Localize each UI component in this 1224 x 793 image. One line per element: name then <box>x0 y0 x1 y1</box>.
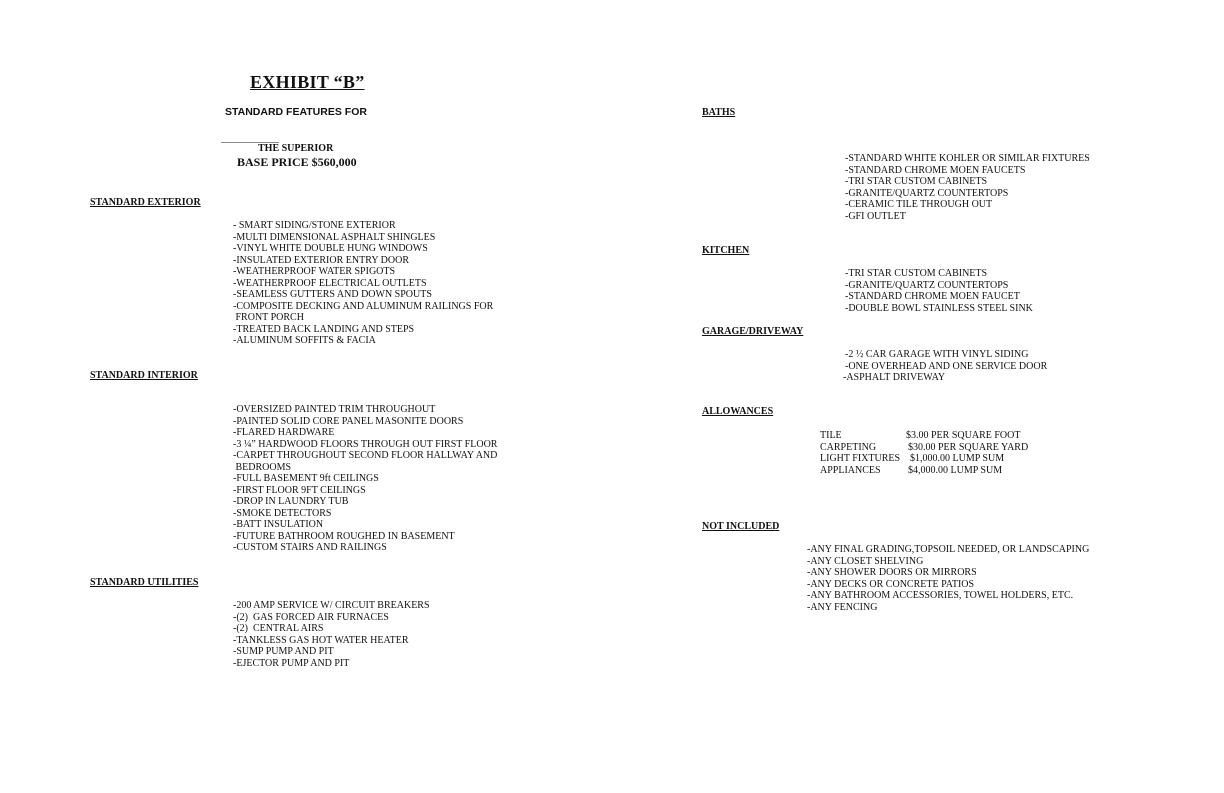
list-item: -STANDARD WHITE KOHLER OR SIMILAR FIXTURES <box>845 153 1090 164</box>
utilities-list <box>233 600 430 669</box>
utilities-heading: STANDARD UTILITIES <box>90 577 199 588</box>
baths-list <box>845 153 1090 222</box>
list-item: -WEATHERPROOF WATER SPIGOTS <box>233 266 396 277</box>
document-subtitle: STANDARD FEATURES FOR <box>225 106 367 118</box>
baths-heading: BATHS <box>702 107 736 118</box>
list-item: -TRI STAR CUSTOM CABINETS <box>845 268 988 279</box>
list-item: -CARPET THROUGHOUT SECOND FLOOR HALLWAY AND <box>233 450 498 461</box>
list-item: -200 AMP SERVICE W/ CIRCUIT BREAKERS <box>233 600 430 611</box>
list-item: -(2) CENTRAL AIRS <box>233 623 324 634</box>
exterior-heading: STANDARD EXTERIOR <box>90 197 201 208</box>
allowance-row <box>820 430 1050 442</box>
list-item: -2 ½ CAR GARAGE WITH VINYL SIDING <box>845 349 1029 360</box>
list-item: -(2) GAS FORCED AIR FURNACES <box>233 611 389 623</box>
list-item: -CERAMIC TILE THROUGH OUT <box>845 199 993 210</box>
interior-heading: STANDARD INTERIOR <box>90 370 198 381</box>
list-item: -TRI STAR CUSTOM CABINETS <box>845 176 988 187</box>
list-item: -ANY BATHROOM ACCESSORIES, TOWEL HOLDERS, ETC. <box>807 590 1074 601</box>
list-item: -WEATHERPROOF ELECTRICAL OUTLETS <box>233 277 427 289</box>
list-item: -GRANITE/QUARTZ COUNTERTOPS <box>845 187 1009 199</box>
list-item: -EJECTOR PUMP AND PIT <box>233 657 350 669</box>
allowance-name: LIGHT FIXTURES <box>820 453 901 464</box>
not-included-list <box>807 544 1089 613</box>
allowance-value: $1,000.00 LUMP SUM <box>910 453 1005 464</box>
list-item: -ALUMINUM SOFFITS & FACIA <box>233 335 376 346</box>
list-item: -STANDARD CHROME MOEN FAUCET <box>845 291 1020 302</box>
document-title: EXHIBIT “B” <box>250 72 365 92</box>
list-item: -ANY FINAL GRADING,TOPSOIL NEEDED, OR LANDSCAPING <box>807 544 1090 555</box>
kitchen-heading: KITCHEN <box>702 245 750 256</box>
list-item: -ANY SHOWER DOORS OR MIRRORS <box>807 567 977 578</box>
list-item: -ASPHALT DRIVEWAY <box>843 372 946 383</box>
list-item: -ANY FENCING <box>807 601 878 613</box>
list-item: -PAINTED SOLID CORE PANEL MASONITE DOORS <box>233 415 464 427</box>
allowances-heading: ALLOWANCES <box>702 406 774 417</box>
list-item: -COMPOSITE DECKING AND ALUMINUM RAILINGS FOR <box>233 300 494 312</box>
list-item: -TANKLESS GAS HOT WATER HEATER <box>233 634 409 646</box>
list-item: BEDROOMS <box>233 461 292 473</box>
list-item: -INSULATED EXTERIOR ENTRY DOOR <box>233 254 410 266</box>
list-item: -ANY CLOSET SHELVING <box>807 555 924 567</box>
list-item: -DOUBLE BOWL STAINLESS STEEL SINK <box>845 302 1033 314</box>
allowance-name: CARPETING <box>820 441 877 453</box>
base-price: BASE PRICE $560,000 <box>237 155 357 169</box>
list-item: -CUSTOM STAIRS AND RAILINGS <box>233 542 387 553</box>
allowance-row <box>820 442 1050 454</box>
allowance-value: $3.00 PER SQUARE FOOT <box>906 430 1021 441</box>
list-item: -TREATED BACK LANDING AND STEPS <box>233 323 415 335</box>
list-item: -FIRST FLOOR 9FT CEILINGS <box>233 484 366 496</box>
list-item: -MULTI DIMENSIONAL ASPHALT SHINGLES <box>233 231 436 243</box>
list-item: -SMOKE DETECTORS <box>233 507 332 519</box>
list-item: -FLARED HARDWARE <box>233 427 335 438</box>
not-included-heading: NOT INCLUDED <box>702 521 780 532</box>
model-name: THE SUPERIOR <box>258 143 334 154</box>
allowance-name: TILE <box>820 430 842 441</box>
list-item: - SMART SIDING/STONE EXTERIOR <box>233 220 396 231</box>
list-item: -FULL BASEMENT 9ft CEILINGS <box>233 473 379 484</box>
list-item: -DROP IN LAUNDRY TUB <box>233 496 349 507</box>
list-item: -SEAMLESS GUTTERS AND DOWN SPOUTS <box>233 289 432 300</box>
list-item: -FUTURE BATHROOM ROUGHED IN BASEMENT <box>233 530 455 542</box>
list-item: -STANDARD CHROME MOEN FAUCETS <box>845 164 1026 176</box>
list-item: FRONT PORCH <box>233 312 304 323</box>
list-item: -GRANITE/QUARTZ COUNTERTOPS <box>845 279 1009 291</box>
garage-list <box>843 349 1047 384</box>
kitchen-list <box>845 268 1033 314</box>
list-item: -BATT INSULATION <box>233 519 324 530</box>
list-item: -VINYL WHITE DOUBLE HUNG WINDOWS <box>233 243 428 254</box>
allowances-table <box>820 430 1050 476</box>
allowance-row <box>820 465 1050 477</box>
garage-heading: GARAGE/DRIVEWAY <box>702 326 804 337</box>
list-item: -OVERSIZED PAINTED TRIM THROUGHOUT <box>233 404 436 415</box>
allowance-row <box>820 453 1050 465</box>
allowance-value: $30.00 PER SQUARE YARD <box>908 441 1029 453</box>
list-item: -3 ¼” HARDWOOD FLOORS THROUGH OUT FIRST FLOOR <box>233 438 498 450</box>
list-item: -GFI OUTLET <box>845 210 906 222</box>
allowance-value: $4,000.00 LUMP SUM <box>908 464 1003 476</box>
list-item: -SUMP PUMP AND PIT <box>233 646 334 657</box>
list-item: -ONE OVERHEAD AND ONE SERVICE DOOR <box>845 360 1048 372</box>
interior-list <box>233 404 497 554</box>
exterior-list <box>233 220 493 347</box>
allowance-name: APPLIANCES <box>820 464 881 476</box>
list-item: -ANY DECKS OR CONCRETE PATIOS <box>807 578 975 590</box>
